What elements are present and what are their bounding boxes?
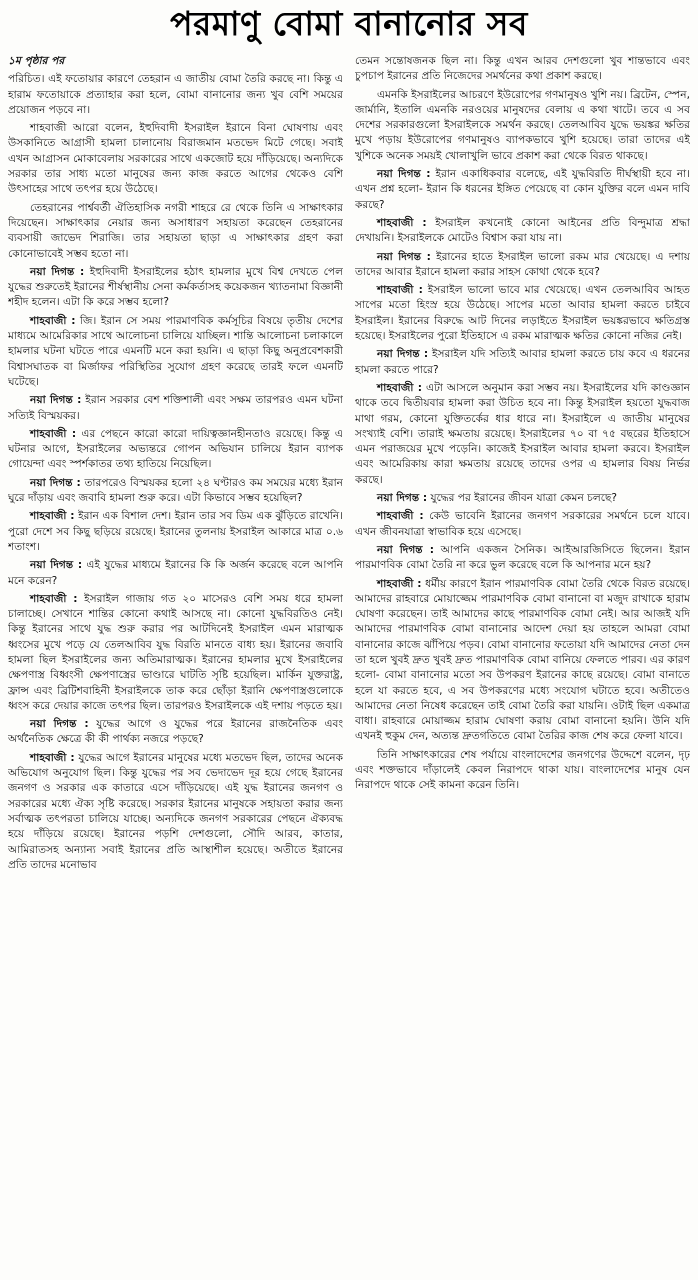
answer-label: শাহবাজী : bbox=[30, 314, 76, 327]
answer bbox=[355, 283, 690, 344]
question-label: নয়া দিগন্ত : bbox=[30, 394, 82, 407]
headline: পরমাণু বোমা বানানোর সব bbox=[170, 4, 528, 43]
question-label: নয়া দিগন্ত : bbox=[30, 559, 83, 572]
question-text: ইসরাইল যদি সত্যিই আবার হামলা করতে চায় কবে এ ধরনের হামলা করতে পারে? bbox=[355, 348, 690, 376]
answer bbox=[8, 509, 343, 555]
right-column bbox=[355, 54, 690, 1272]
newspaper-page bbox=[0, 4, 698, 1280]
answer bbox=[355, 577, 690, 745]
paragraph: তেহরানের পার্শ্ববর্তী ঐতিহাসিক নগরী শাহরে রে থেকে তিনি এ সাক্ষাৎকার দিয়েছেন। সাক্ষাৎকার নেয়ার জন্য অসাধারণ সহায়তা করেছেন তেহরানের ব্যবসায়ী জাভেদ শিরাজি। তার সহায়তা ছাড়া এ সাক্ষাৎকার গ্রহণ করা কোনোভাবেই সম্ভব হতো না। bbox=[8, 201, 343, 260]
question bbox=[8, 265, 343, 311]
answer-text: এর পেছনে কারো কারো দায়িত্বজ্ঞানহীনতাও রয়েছে। কিন্তু এ ঘটনার আগে, ইসরাইলের অভ্যন্তরে গোপন অভিযান চালিয়ে ইরান ব্যাপক গোয়েন্দা এবং স্পর্শকাতর তথ্য হাতিয়ে নিয়েছিল। bbox=[8, 427, 343, 471]
question bbox=[355, 347, 690, 378]
question-label: নয়া দিগন্ত : bbox=[30, 718, 89, 731]
article-columns bbox=[8, 54, 690, 1272]
answer bbox=[355, 381, 690, 488]
answer bbox=[8, 427, 343, 473]
paragraph: পরিচিত। এই ফতোয়ার কারণে তেহরান এ জাতীয় বোমা তৈরি করছে না। কিন্তু এ হারাম ফতোয়াকে প্রত্যাহার করা হলে, বোমা বানানোর জন্য খুব বেশি সময়ের প্রয়োজন পড়বে না। bbox=[8, 73, 343, 116]
answer-text: জি। ইরান সে সময় পারমাণবিক কর্মসূচির বিষয়ে তৃতীয় দেশের মাধ্যমে আমেরিকার সাথে আলোচনা চালিয়ে যাচ্ছিল। শান্তি আলোচনা চলাকালে হামলার ঘটনা ঘটতে পারে এমনটি মনে করা হয়নি। এ ছাড়া কিছু অনুপ্রবেশকারী বিশ্বাসঘাতক বা মির্জাফর পরিস্থিতির সুযোগ গ্রহণ করেছে তারই ফলে এমনটি ঘটেছে। bbox=[8, 314, 343, 388]
answer-text: ইসরাইল কখনোই কোনো আইনের প্রতি বিন্দুমাত্র শ্রদ্ধা দেখায়নি। ইসরাইলকে মোটেও বিশ্বাস করা যায় না। bbox=[355, 216, 690, 245]
answer-label: শাহবাজী : bbox=[377, 577, 422, 590]
question-text: তারপরেও বিস্ময়কর হলো ২৪ ঘণ্টারও কম সময়ের মধ্যে ইরান ঘুরে দাঁড়ায় এবং জবাবি হামলা শুরু করে। এটা কিভাবে সম্ভব হয়েছিল? bbox=[8, 476, 343, 505]
answer bbox=[8, 751, 343, 873]
continued-marker: ১ম পৃষ্ঠার পর bbox=[8, 55, 65, 67]
question bbox=[355, 491, 690, 506]
question-label: নয়া দিগন্ত : bbox=[30, 476, 81, 489]
paragraph: শাহবাজী আরো বলেন, ইহুদিবাদী ইসরাইল ইরানে বিনা ঘোষণায় এবং উসকানিতে আগ্রাসী হামলা চালানোয় বিরাজমান মতভেদ মিটে গেছে। সবাই এখন আগ্রাসন মোকাবেলায় সরকারের সাথে একজোট হয়ে দাঁড়িয়েছে। অন্যদিকে সরকার তার সাধ্য মতো মানুষের জন্য কাজ করতে আগের থেকেও বেশি উৎসাহের সাথে তৎপর হয়ে উঠেছে। bbox=[8, 122, 343, 196]
answer-text: কেউ ভাবেনি ইরানের জনগণ সরকারের সমর্থনে চলে যাবে। এখন জীবনযাত্রা স্বাভাবিক হয়ে এসেছে। bbox=[355, 510, 690, 538]
question-text: এই যুদ্ধের মাধ্যমে ইরানের কি কি অর্জন করেছে বলে আপনি মনে করেন? bbox=[8, 559, 343, 587]
answer-label: শাহবাজী : bbox=[30, 427, 77, 440]
answer bbox=[8, 314, 343, 390]
answer-text: এটা আসলে অনুমান করা সম্ভব নয়। ইসরাইলের যদি কাণ্ডজ্ঞান থাকে তবে দ্বিতীয়বার হামলা করা উচিত হবে না। কিন্তু ইসরাইল হয়তো যুদ্ধবাজ মাথা গরম, কোনো যুক্তিতর্কের ধার ধারে না। ইসরাইলে এ জাতীয় মানুষের সংখ্যাই বেশি। তারাই ক্ষমতায় রয়েছে। ইসরাইলের ৭০ বা ৭৫ বছরের ইতিহাসে এমন পরাজয়ের মুখে পড়েনি। কাজেই ইসরাইল আবার হামলা করবে। ইসরাইল এবং আমেরিকায় কারা ক্ষমতায় রয়েছে তাদের ওপর এ হামলার বিষয় নির্ভর করছে। bbox=[355, 381, 690, 486]
answer bbox=[8, 592, 343, 714]
answer-text: যুদ্ধের আগে ইরানের মানুষের মধ্যে মতভেদ ছিল, তাদের অনেক অভিযোগ অনুযোগ ছিল। কিন্তু যুদ্ধের পর সব ভেদাভেদ দূর হয়ে গেছে ইরানের জনগণ ও সরকার এক কাতারে এসে দাঁড়িয়েছে। এই যুদ্ধ ইরানের জনগণ ও সরকারের মধ্যে ঐক্য সৃষ্টি করেছে। সরকার ইরানের মানুষকে সহায়তা করার জন্য সর্বাত্মক তৎপরতা চালিয়ে যাচ্ছে। অন্যদিকে জনগণ সরকারের পেছনে ঐক্যবদ্ধ হয়ে দাঁড়িয়ে রয়েছে। ইরানের পড়শি দেশগুলো, সৌদি আরব, কাতার, আমিরাতসহ অন্যান্য সবাই ইরানের প্রতি আস্থাশীল হয়েছে। অতীতে ইরানের প্রতি তাদের মনোভাব bbox=[8, 751, 343, 871]
answer-text: ইরান এক বিশাল দেশ। ইরান তার সব ডিম এক ঝুঁড়িতে রাখেনি। পুরো দেশে সব কিছু ছড়িয়ে রয়েছে। ইরানের তুলনায় ইসরাইল আকারে মাত্র ০.৬ শতাংশ। bbox=[8, 510, 343, 553]
answer-text: ইসরাইল গাজায় গত ২০ মাসেরও বেশি সময় ধরে হামলা চালাচ্ছে। সেখানে শান্তির কোনো কথাই আসছে না। কোনো যুদ্ধবিরতিও নেই। কিন্তু ইরানের সাথে যুদ্ধ শুরু করার পর আটদিনেই ইসরাইল এমন মারাত্মক ধ্বংসের মুখে পড়ে যে তেলআবিব যুদ্ধ বিরতি মানতে বাধ্য হয়। ইরানের জবাবি হামলা ছিল ইসরাইলের জন্য অতিমারাত্মক। ইরানের হামলার মুখে ইসরাইলের ক্ষেপণাস্ত্র বিধ্বংসী ক্ষেপণাস্ত্রের ভাণ্ডারে ঘাটতি সৃষ্টি হয়েছিল। মার্কিন যুক্তরাষ্ট্র, ফ্রান্স এবং ব্রিটিশবাহিনী ইসরাইলকে তাক করে ছোঁড়া ইরানি ক্ষেপণাস্ত্রগুলোকে ধ্বংস করে দেয়ার কাজে তৎপর ছিল। তারপরও ইসরাইলকে এই দশায় পড়তে হয়। bbox=[8, 592, 343, 712]
question-text: যুদ্ধের আগে ও যুদ্ধের পরে ইরানের রাজনৈতিক এবং অর্থনৈতিক ক্ষেত্রে কী কী পার্থক্য নজরে পড়ছে? bbox=[8, 718, 343, 746]
question bbox=[355, 250, 690, 281]
answer bbox=[355, 216, 690, 247]
question-text: যুদ্ধের পর ইরানের জীবন যাত্রা কেমন চলছে? bbox=[427, 492, 618, 505]
question-text: ইরান একাধিকবার বলেছে, এই যুদ্ধবিরতি দীর্ঘস্থায়ী হবে না। এখন প্রশ্ন হলো- ইরান কি ধরনের ইঙ্গিত পেয়েছে বা কোন যুক্তির বলে এমন দাবি করছে? bbox=[355, 168, 690, 211]
question-label: নয়া দিগন্ত : bbox=[377, 250, 431, 263]
answer-label: শাহবাজী : bbox=[377, 284, 423, 297]
question bbox=[8, 476, 343, 507]
answer-label: শাহবাজী : bbox=[377, 510, 424, 523]
question-text: ইরান সরকার বেশ শক্তিশালী এবং সক্ষম তারপরও এমন ঘটনা সত্যিই বিস্ময়কর। bbox=[8, 394, 343, 422]
answer-label: শাহবাজী : bbox=[377, 381, 422, 394]
question bbox=[355, 167, 690, 213]
question-text: আপনি একজন সৈনিক। আইআরজিসিতে ছিলেন। ইরান পারমাণবিক বোমা তৈরি না করে ভুল করেছে বলে কি আপনার মনে হয়? bbox=[355, 543, 690, 572]
answer-label: শাহবাজী : bbox=[30, 751, 75, 764]
answer-text: ধর্মীয় কারণে ইরান পারমাণবিক বোমা তৈরি থেকে বিরত রয়েছে। আমাদের রাহবারে মোয়াজ্জেম পারমাণবিক বোমা বানানো বা মজুদ রাখাকে হারাম ঘোষণা করেছেন। তাই আমাদের কাছে পারমাণবিক বোমা নেই। আর আজই যদি আমাদের পারমাণবিক বোমা বানানোর আদেশ দেয়া হয় তাহলে আমরা বোমা বানানোর কাজে ঝাঁপিয়ে পড়ব। বোমা বানানোর ফতোয়া যদি আমাদের নেতা দেন তা হলে খুবই দ্রুত খুবই দ্রুত পারমাণবিক বোমা বানিয়ে ফেলতে পারব। এর কারণ হলো- বোমা বানানোর মতো সব উপকরণ ইরানের কাছে রয়েছে। বোমা বানাতে হলে যা করতে হবে, এ সব উপকরণের মধ্যে সংযোগ ঘটাতে হবে। অতীতেও আমাদের নেতা নিষেধ করেছেন তাই বোমা তৈরি করা যায়নি। ওটাই ছিল একমাত্র বাধা। রাহবারে মোয়াজ্জম হারাম ঘোষণা করায় বোমা বানানো হয়নি। উনি যদি এখনই হুকুম দেন, অত্যন্ত দ্রুতগতিতে বোমা তৈরির কাজ শেষ করে ফেলা যাবে। bbox=[355, 577, 690, 743]
left-column bbox=[8, 54, 343, 1272]
paragraph: তেমন সন্তোষজনক ছিল না। কিন্তু এখন আরব দেশগুলো খুব শান্তভাবে এবং চুপচাপ ইরানের প্রতি নিজেদের সমর্থনের কথা প্রকাশ করছে। bbox=[355, 55, 690, 83]
question bbox=[8, 393, 343, 424]
question-label: নয়া দিগন্ত : bbox=[377, 543, 434, 556]
question-label: নয়া দিগন্ত : bbox=[377, 168, 431, 181]
answer-text: ইসরাইল ভালো ভাবে মার খেয়েছে। এখন তেলআবিব আহত সাপের মতো হিংস্র হয়ে উঠেছে। সাপের মতো আবার হামলা করতে চাইবে ইসরাইল। ইরানের বিরুদ্ধে আট দিনের লড়াইতে ইসরাইল ভয়ঙ্করভাবে ক্ষতিগ্রস্ত হয়েছে। ইসরাইলের পুরো ইতিহাসে এ রকম মারাত্মক ক্ষতির কোনো নজির নেই। bbox=[355, 284, 690, 343]
question-label: নয়া দিগন্ত : bbox=[377, 348, 429, 361]
question bbox=[355, 543, 690, 574]
answer-label: শাহবাজী : bbox=[377, 216, 427, 229]
question-text: ইহুদিবাদী ইসরাইলের হঠাৎ হামলার মুখে বিশ্ব দেখতে পেল যুদ্ধের শুরুতেই ইরানের শীর্ষস্থানীয় সেনা কর্মকর্তাসহ কয়েকজন খ্যাতনামা বিজ্ঞানী শহীদ হলেন। এটা কি করে সম্ভব হলো? bbox=[8, 265, 343, 309]
paragraph: এমনকি ইসরাইলের আচরণে ইউরোপের গণমানুষও খুশি নয়। ব্রিটেন, স্পেন, জার্মানি, ইতালি এমনকি নরওয়ের মানুষদের বেলায় এ কথা খাটে। তবে এ সব দেশের সরকারগুলো ইসরাইলকে সমর্থন করছে। তেলআবিব যুদ্ধে ভয়ঙ্কর ক্ষতির মুখে পড়ায় ইউরোপের গণমানুষও ব্যাপকভাবে খুশি হয়েছে। তারা তাদের এই খুশিকে অনেক সময়ই খোলাখুলি ভাবে প্রকাশ করা থেকে বিরত থাকছে। bbox=[355, 88, 690, 162]
paragraph: তিনি সাক্ষাৎকারের শেষ পর্যায়ে বাংলাদেশের জনগণের উদ্দেশে বলেন, দৃঢ় এবং শক্তভাবে দাঁড়ালেই কেবল নিরাপদে থাকা যায়। বাংলাদেশের মানুষ যেন নিরাপদে থাকে সেই কামনা করেন তিনি। bbox=[355, 748, 690, 792]
question-label: নয়া দিগন্ত : bbox=[30, 265, 85, 278]
question bbox=[8, 558, 343, 589]
paragraph bbox=[8, 54, 343, 69]
answer-label: শাহবাজী : bbox=[30, 592, 78, 605]
question-label: নয়া দিগন্ত : bbox=[377, 492, 428, 505]
question bbox=[8, 717, 343, 748]
question-text: ইরানের হাতে ইসরাইল ভালো রকম মার খেয়েছে। এ দশায় তাদের আবার ইরানে হামলা করার সাহস কোথা থেকে হবে? bbox=[355, 250, 690, 278]
answer-label: শাহবাজী : bbox=[30, 510, 75, 523]
answer bbox=[355, 509, 690, 540]
